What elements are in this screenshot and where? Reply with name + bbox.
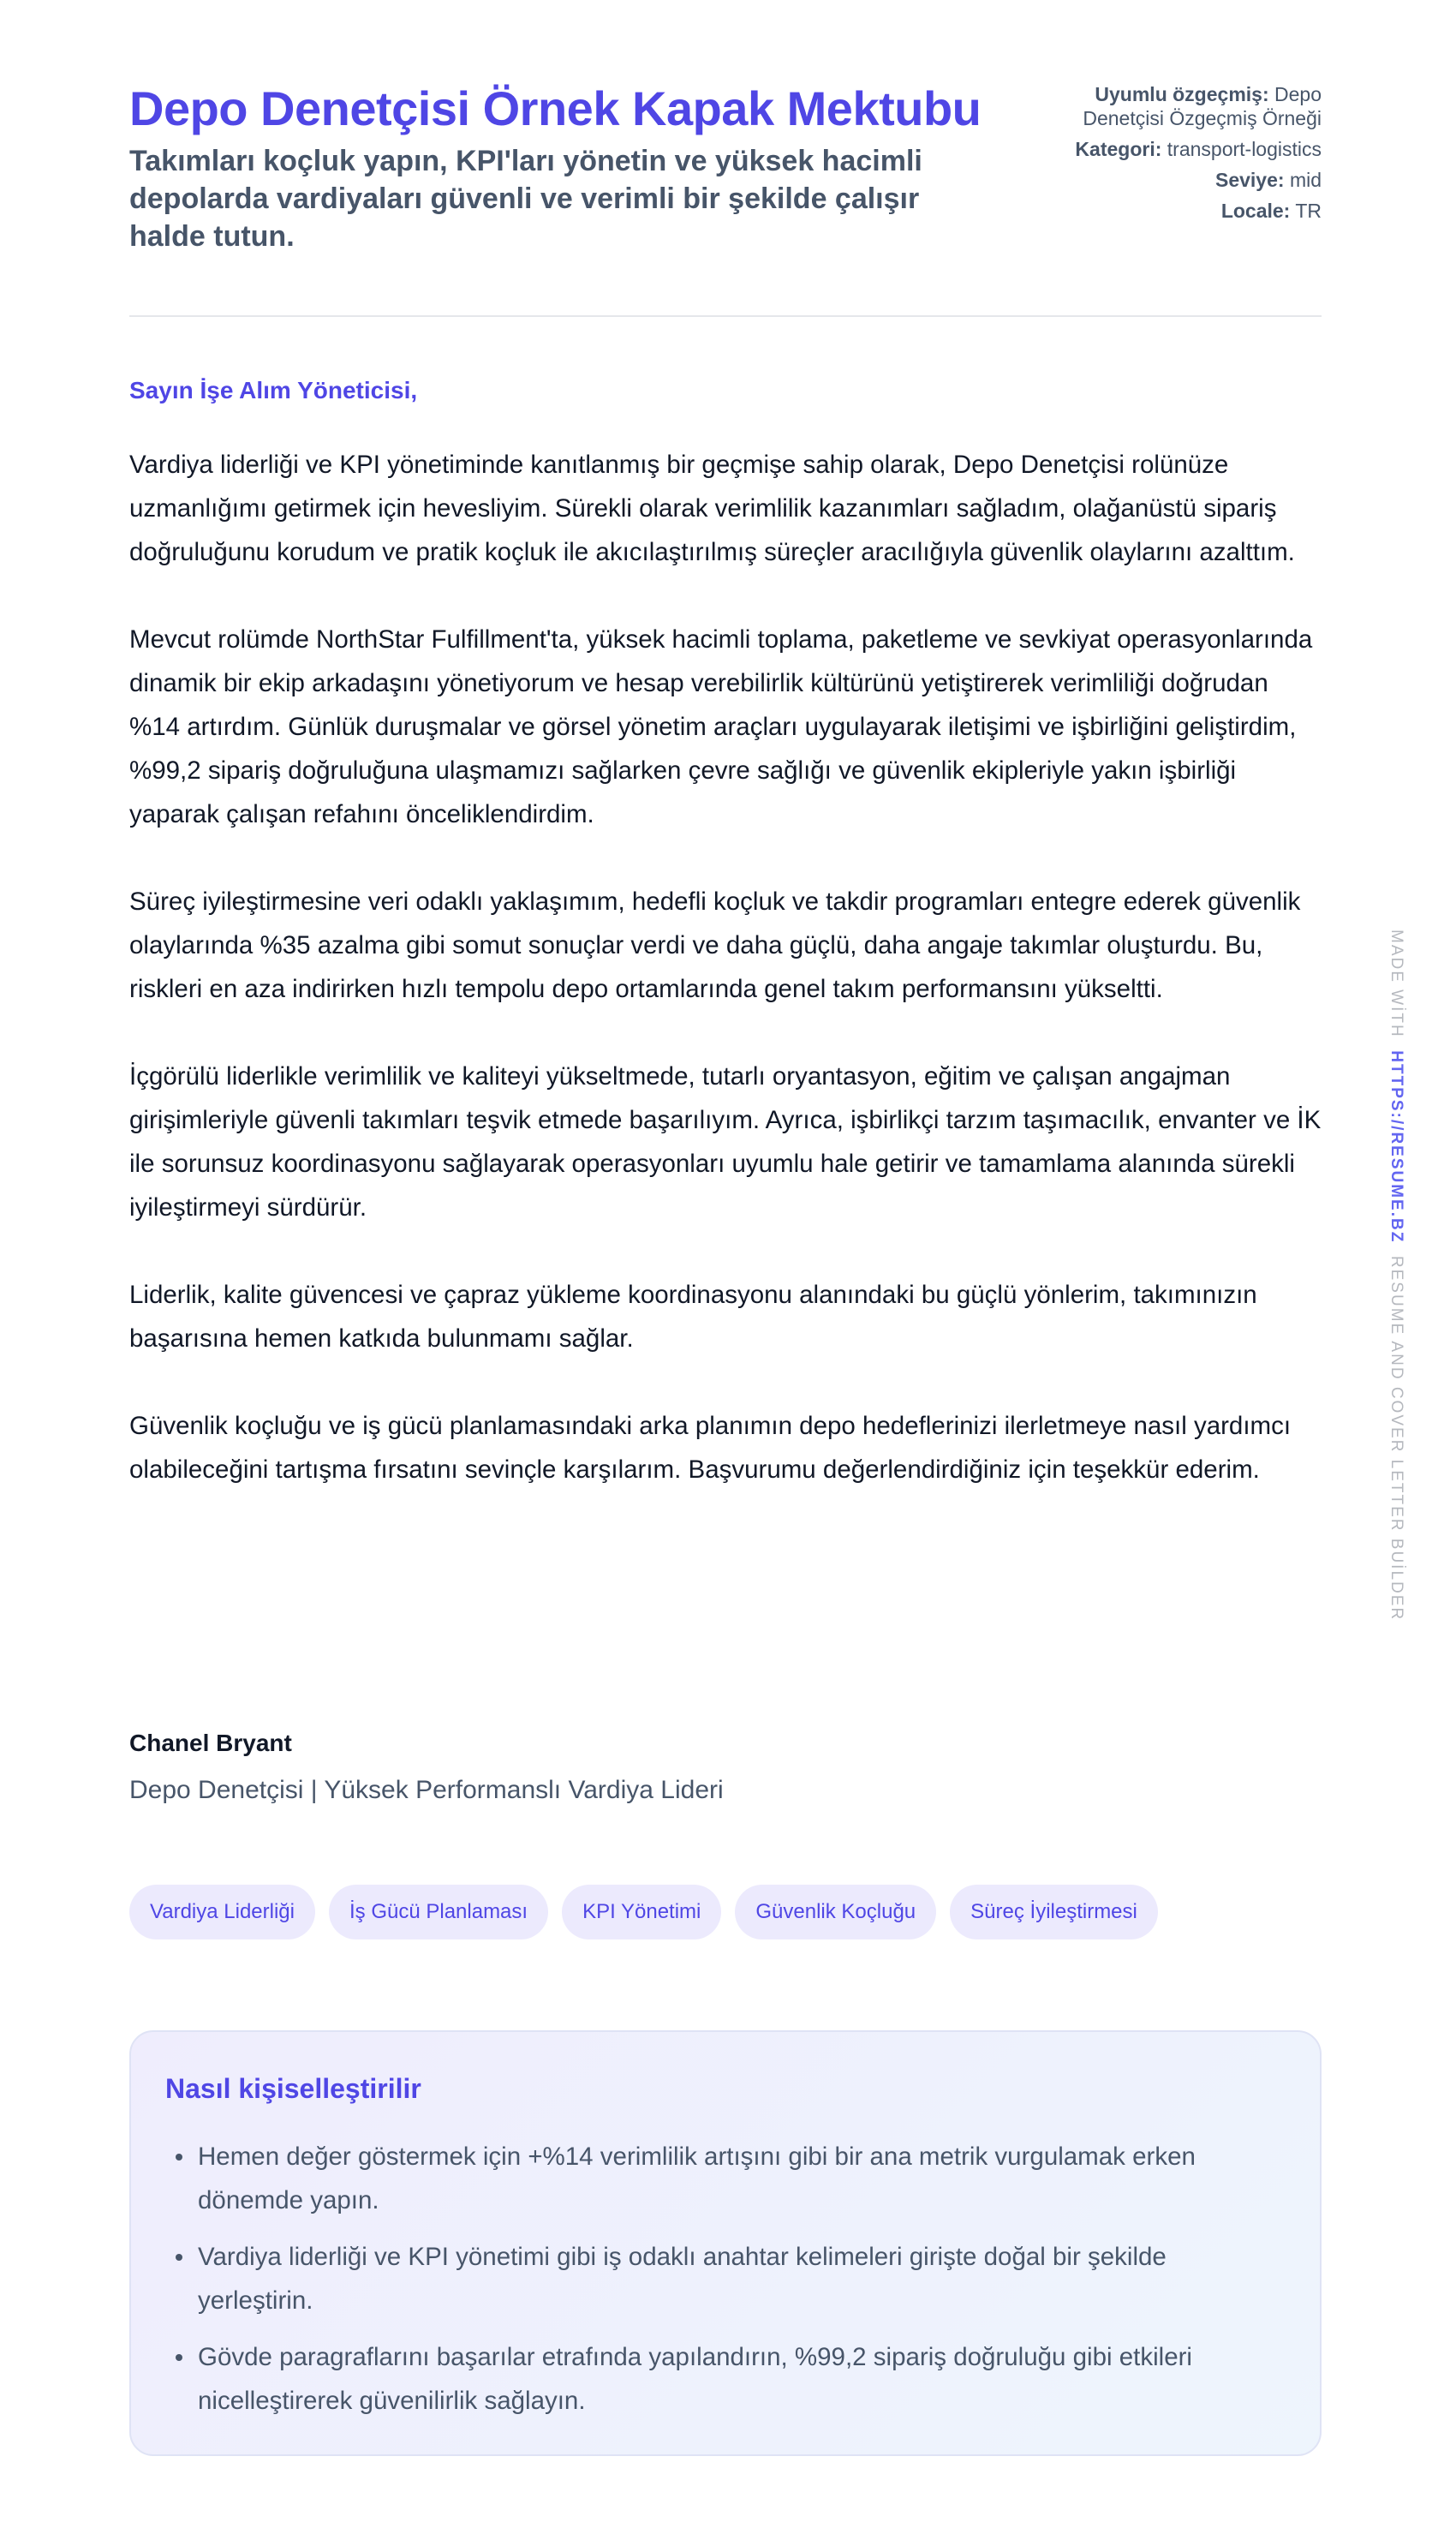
resume-bz-link[interactable]: HTTPS://RESUME.BZ: [1387, 1050, 1405, 1244]
meta-resume: [1073, 82, 1322, 130]
paragraph: Güvenlik koçluğu ve iş gücü planlamasındaki arka planımın depo hedeflerinizi ilerletmeye nasıl yardımcı olabileceğini tartışma fırsatını sevinçle karşılarım. Başvurumu değerlendirdiğiniz için teşekkür ederim.: [129, 1412, 1292, 1484]
tip-item: Gövde paragraflarını başarılar etrafında yapılandırın, %99,2 sipariş doğruluğu gibi etkileri nicelleştirerek güvenilirlik sağlayın.: [198, 2335, 1286, 2423]
tips-list: [165, 2135, 1286, 2423]
meta-value: TR: [1295, 200, 1322, 222]
signature-name: Chanel Bryant: [129, 1730, 292, 1756]
skill-tag: Vardiya Liderliği: [129, 1885, 315, 1939]
meta-label: Uyumlu özgeçmiş:: [1095, 83, 1269, 105]
meta-label: Kategori:: [1075, 138, 1162, 160]
meta-value: transport-logistics: [1167, 138, 1322, 160]
tips-box: [129, 2030, 1322, 2456]
meta-locale: [1073, 199, 1322, 223]
letter-body: [129, 443, 1322, 1535]
meta-value[interactable]: Depo Denetçisi Özgeçmiş Örneği: [1083, 83, 1322, 129]
paragraph: Süreç iyileştirmesine veri odaklı yaklaşımım, hedefli koçluk ve takdir programları entegre ederek güvenlik olaylarında %35 azalma gibi somut sonuçlar verdi ve daha güçlü, daha angaje takımlar oluşturdu. Bu, riskleri en aza indirirken hızlı tempolu depo ortamlarında genel takım performansını yükseltti.: [129, 888, 1301, 1003]
made-with-watermark: [1387, 929, 1405, 1632]
paragraph: Vardiya liderliği ve KPI yönetiminde kanıtlanmış bir geçmişe sahip olarak, Depo Denetçisi rolünüze uzmanlığımı getirmek için hevesliyim. Sürekli olarak verimlilik kazanımları sağladım, olağanüstü sipariş doğruluğunu korudum ve pratik koçluk ile akıcılaştırılmış süreçler aracılığıyla güvenlik olaylarını azalttım.: [129, 451, 1295, 566]
tips-title: Nasıl kişiselleştirilir: [165, 2073, 421, 2104]
divider: [129, 315, 1322, 317]
meta-level: [1073, 168, 1322, 192]
skill-tag: İş Gücü Planlaması: [329, 1885, 548, 1939]
header: [129, 79, 1322, 317]
meta-category: [1073, 137, 1322, 161]
signature-title: Depo Denetçisi | Yüksek Performanslı Vardiya Lideri: [129, 1776, 724, 1804]
skill-tag: Güvenlik Koçluğu: [735, 1885, 936, 1939]
page-title: Depo Denetçisi Örnek Kapak Mektubu: [129, 81, 982, 135]
meta-label: Seviye:: [1214, 169, 1285, 191]
meta-info: [1073, 82, 1322, 230]
tip-item: Hemen değer göstermek için +%14 verimlilik artışını gibi bir ana metrik vurgulamak erken dönemde yapın.: [198, 2135, 1286, 2222]
greeting: Sayın İşe Alım Yöneticisi,: [129, 377, 418, 403]
watermark-prefix: MADE WİTH: [1387, 929, 1405, 1038]
paragraph: Mevcut rolümde NorthStar Fulfillment'ta, yüksek hacimli toplama, paketleme ve sevkiyat operasyonlarında dinamik bir ekip arkadaşını yönetiyorum ve hesap verebilirlik kültürünü yetiştirerek verimliliği doğrudan %14 artırdım. Günlük duruşmalar ve görsel yönetim araçları uygulayarak iletişimi ve işbirliğini geliştirdim, %99,2 sipariş doğruluğuna ulaşmamızı sağlarken çevre sağlığı ve güvenlik ekipleriyle yakın işbirliği yaparak çalışan refahını önceliklendirdim.: [129, 625, 1313, 828]
paragraph: İçgörülü liderlikle verimlilik ve kaliteyi yükseltmede, tutarlı oryantasyon, eğitim ve çalışan angajman girişimleriyle güvenli takımları teşvik etmede başarılıyım. Ayrıca, işbirlikçi tarzım taşımacılık, envanter ve İK ile sorunsuz koordinasyonu sağlayarak operasyonları uyumlu hale getirir ve tamamlama alanında sürekli iyileştirmeyi sürdürür.: [129, 1062, 1322, 1222]
paragraph: Liderlik, kalite güvencesi ve çapraz yükleme koordinasyonu alanındaki bu güçlü yönlerim, takımınızın başarısına hemen katkıda bulunmamı sağlar.: [129, 1281, 1257, 1353]
tip-item: Vardiya liderliği ve KPI yönetimi gibi iş odaklı anahtar kelimeleri girişte doğal bir şekilde yerleştirin.: [198, 2235, 1286, 2322]
meta-label: Locale:: [1220, 200, 1291, 222]
page-subtitle: Takımları koçluk yapın, KPI'ları yönetin ve yüksek hacimli depolarda vardiyaları güvenli ve verimli bir şekilde çalışır halde tutun.: [129, 145, 922, 253]
meta-value: mid: [1289, 169, 1322, 191]
watermark-suffix: RESUME AND COVER LETTER BUİLDER: [1387, 1255, 1405, 1622]
skill-tag: Süreç İyileştirmesi: [950, 1885, 1158, 1939]
signature: [129, 1726, 724, 1805]
skill-tag: KPI Yönetimi: [562, 1885, 721, 1939]
skill-tags: [129, 1885, 1158, 1939]
